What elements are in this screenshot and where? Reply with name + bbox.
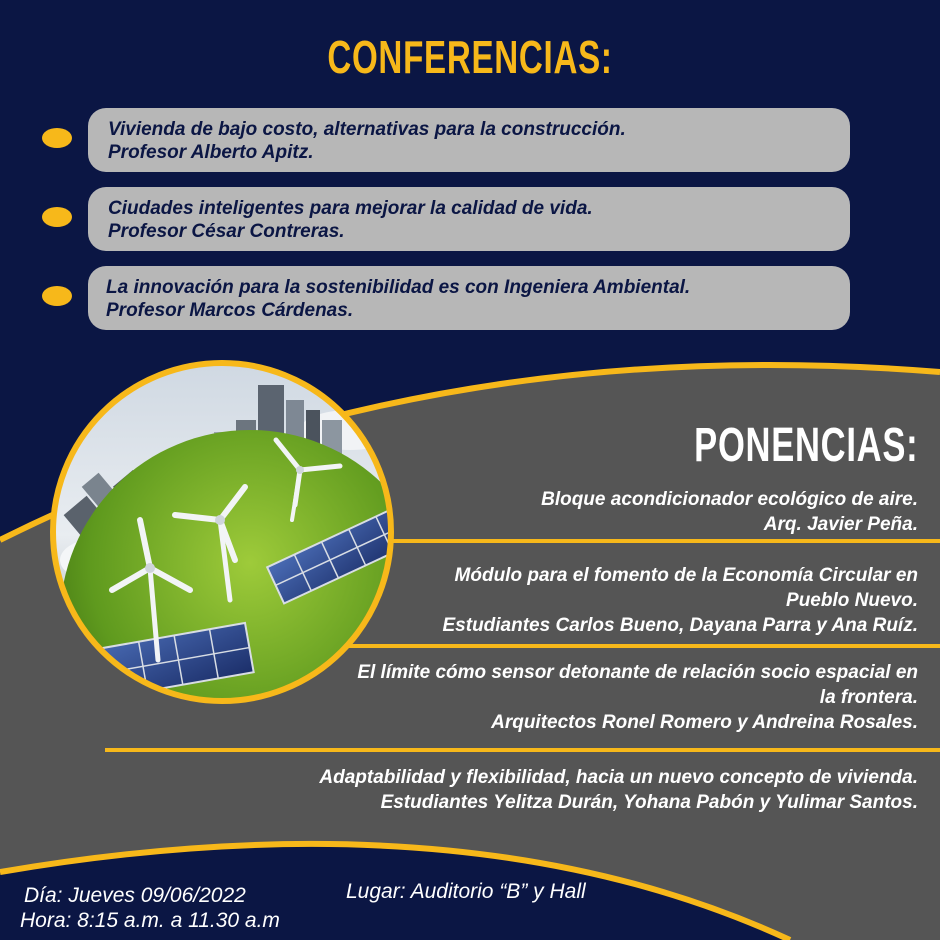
- ponencia-line: Pueblo Nuevo.: [786, 590, 918, 611]
- event-date: Día: Jueves 09/06/2022: [24, 884, 246, 907]
- conferencia-item: [88, 108, 850, 172]
- conferencia-speaker: Profesor César Contreras.: [108, 221, 345, 242]
- conferencia-topic: La innovación para la sostenibilidad es con Ingeniera Ambiental.: [106, 277, 691, 298]
- ponencia-line: Módulo para el fomento de la Economía Circular en: [454, 565, 918, 586]
- conferencias-title: CONFERENCIAS:: [327, 31, 613, 83]
- bullet-icon: [42, 286, 72, 306]
- ponencia-line: la frontera.: [819, 687, 918, 708]
- ponencia-line: Bloque acondicionador ecológico de aire.: [541, 489, 918, 510]
- bullet-icon: [42, 128, 72, 148]
- conferencia-topic: Vivienda de bajo costo, alternativas para la construcción.: [108, 119, 626, 140]
- conferencia-item: [88, 187, 850, 251]
- conferencia-speaker: Profesor Marcos Cárdenas.: [106, 300, 354, 321]
- bullet-icon: [42, 207, 72, 227]
- ponencias-title: PONENCIAS:: [693, 419, 918, 472]
- conferencia-topic: Ciudades inteligentes para mejorar la calidad de vida.: [108, 198, 593, 219]
- ponencia-line: Adaptabilidad y flexibilidad, hacia un nuevo concepto de vivienda.: [319, 767, 918, 788]
- conferencia-item: [88, 266, 850, 330]
- conferencia-speaker: Profesor Alberto Apitz.: [108, 142, 314, 163]
- ponencia-line: Estudiantes Carlos Bueno, Dayana Parra y Ana Ruíz.: [442, 615, 918, 636]
- ponencia-line: Arq. Javier Peña.: [763, 514, 918, 535]
- event-time: Hora: 8:15 a.m. a 11.30 a.m: [20, 909, 280, 932]
- ponencia-item: [357, 660, 918, 735]
- ponencia-item: [319, 765, 918, 815]
- ponencia-item: [443, 563, 919, 638]
- ponencia-item: [541, 487, 918, 537]
- event-location: Lugar: Auditorio “B” y Hall: [346, 880, 586, 903]
- ponencia-line: Arquitectos Ronel Romero y Andreina Rosales.: [491, 712, 918, 733]
- ponencia-line: El límite cómo sensor detonante de relación socio espacial en: [357, 662, 918, 683]
- ponencia-line: Estudiantes Yelitza Durán, Yohana Pabón y Yulimar Santos.: [380, 792, 918, 813]
